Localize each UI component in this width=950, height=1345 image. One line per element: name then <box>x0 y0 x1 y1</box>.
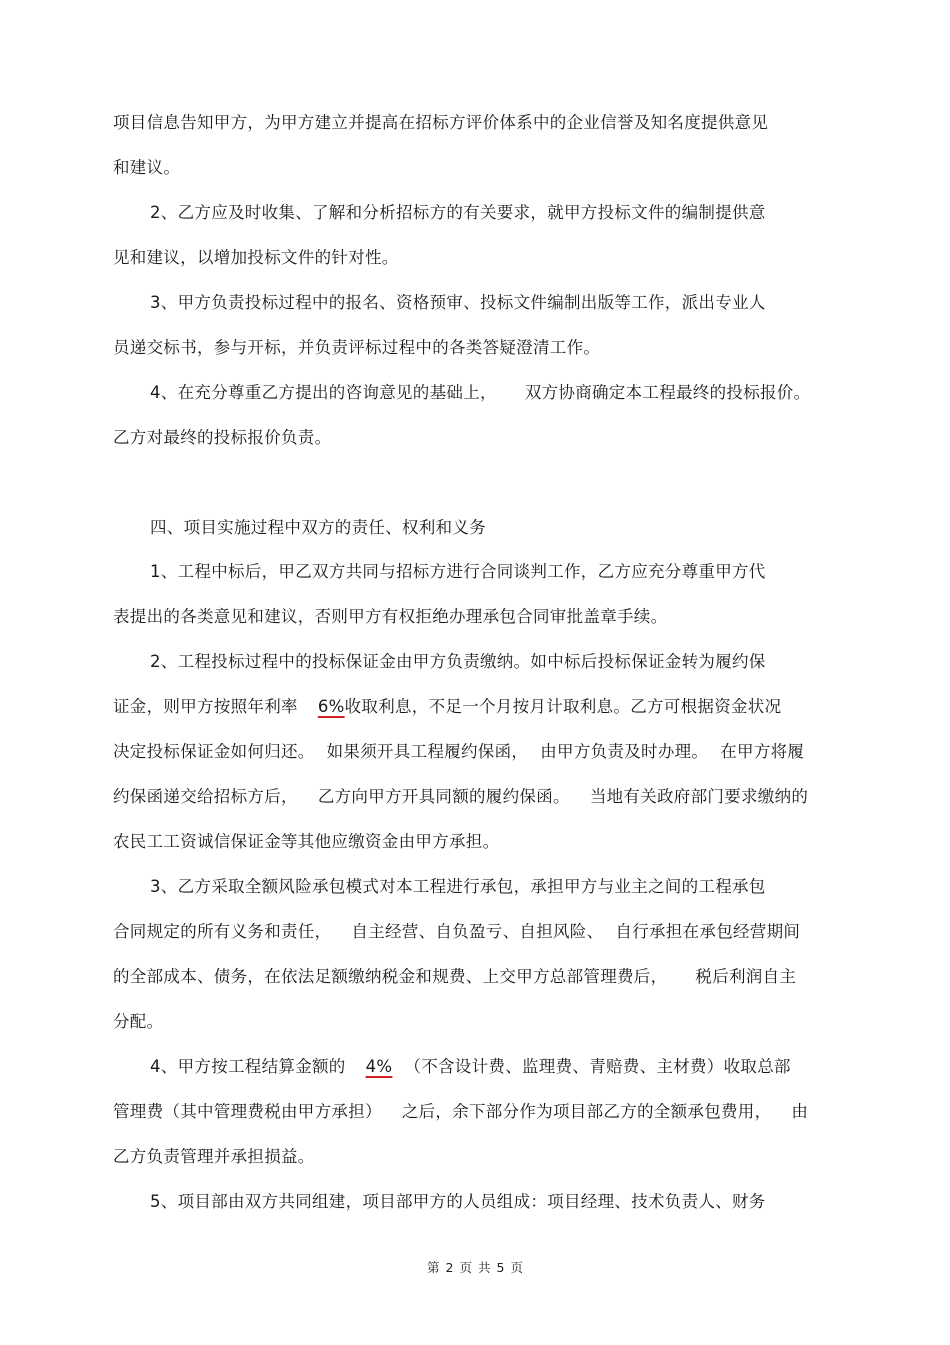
text-segment: 自主经营、自负盈亏、自担风险、 <box>351 922 604 941</box>
text-segment: 的全部成本、债务，在依法足额缴纳税金和规费、上交甲方总部管理费后， <box>113 967 668 986</box>
text-segment: 之后，余下部分作为项目部乙方的全额承包费用， <box>401 1102 772 1121</box>
paragraph-line: 乙方对最终的投标报价负责。 <box>113 428 332 447</box>
footer-label: 共 <box>478 1260 491 1275</box>
section-heading: 四、项目实施过程中双方的责任、权利和义务 <box>150 518 486 537</box>
footer-label: 页 <box>510 1260 523 1275</box>
text-segment: 当地有关政府部门要求缴纳的 <box>589 787 809 806</box>
paragraph-line: 和建议。 <box>113 158 181 177</box>
paragraph-line <box>113 965 796 989</box>
fee-rate-value: 4% <box>365 1057 393 1076</box>
text-segment: 4、甲方按工程结算金额的 <box>150 1057 346 1076</box>
interest-rate-value: 6% <box>317 697 345 716</box>
text-segment: 收取利息，不足一个月按月计取利息。乙方可根据资金状况 <box>344 697 782 716</box>
paragraph-line: 2、乙方应及时收集、了解和分析招标方的有关要求，就甲方投标文件的编制提供意 <box>150 203 766 222</box>
text-segment: 证金，则甲方按照年利率 <box>113 697 298 716</box>
paragraph-line <box>113 740 804 764</box>
paragraph-line <box>113 785 808 809</box>
text-segment: 如果须开具工程履约保函， <box>326 742 529 761</box>
text-segment: 双方协商确定本工程最终的投标报价。 <box>524 383 811 402</box>
text-segment: 由 <box>791 1102 809 1121</box>
paragraph-line: 见和建议，以增加投标文件的针对性。 <box>113 248 399 267</box>
text-segment: 管理费（其中管理费税由甲方承担） <box>113 1102 382 1121</box>
paragraph-line: 2、工程投标过程中的投标保证金由甲方负责缴纳。如中标后投标保证金转为履约保 <box>150 652 766 671</box>
text-segment: 自行承担在承包经营期间 <box>615 922 801 941</box>
paragraph-line: 农民工工资诚信保证金等其他应缴资金由甲方承担。 <box>113 832 500 851</box>
text-segment: 合同规定的所有义务和责任， <box>113 922 332 941</box>
paragraph-line: 员递交标书，参与开标，并负责评标过程中的各类答疑澄清工作。 <box>113 338 601 357</box>
paragraph-line: 表提出的各类意见和建议，否则甲方有权拒绝办理承包合同审批盖章手续。 <box>113 607 668 626</box>
paragraph-line: 项目信息告知甲方，为甲方建立并提高在招标方评价体系中的企业信誉及知名度提供意见 <box>113 113 769 132</box>
text-segment: 税后利润自主 <box>695 967 797 986</box>
paragraph-line: 乙方负责管理并承担损益。 <box>113 1147 315 1166</box>
paragraph-line: 1、工程中标后，甲乙双方共同与招标方进行合同谈判工作，乙方应充分尊重甲方代 <box>150 562 766 581</box>
text-segment: 乙方向甲方开具同额的履约保函。 <box>317 787 570 806</box>
paragraph-line <box>113 920 800 944</box>
text-segment: （不含设计费、监理费、青赔费、主材费）收取总部 <box>404 1057 791 1076</box>
paragraph-line: 3、甲方负责投标过程中的报名、资格预审、投标文件编制出版等工作，派出专业人 <box>150 293 766 312</box>
paragraph-line: 5、项目部由双方共同组建，项目部甲方的人员组成：项目经理、技术负责人、财务 <box>150 1192 766 1211</box>
paragraph-line <box>113 1100 808 1124</box>
page-footer <box>0 1259 950 1277</box>
text-segment: 由甲方负责及时办理。 <box>540 742 709 761</box>
paragraph-line: 3、乙方采取全额风险承包模式对本工程进行承包，承担甲方与业主之间的工程承包 <box>150 877 766 896</box>
text-segment: 4、在充分尊重乙方提出的咨询意见的基础上， <box>150 383 497 402</box>
paragraph-line: 分配。 <box>113 1012 164 1031</box>
current-page-number: 2 <box>445 1260 454 1275</box>
total-page-number: 5 <box>496 1260 505 1275</box>
footer-label: 第 <box>427 1260 440 1275</box>
text-segment: 在甲方将履 <box>720 742 805 761</box>
text-segment: 约保函递交给招标方后， <box>113 787 298 806</box>
footer-label: 页 <box>459 1260 472 1275</box>
paragraph-line <box>150 1055 791 1079</box>
paragraph-line <box>113 695 781 719</box>
text-segment: 决定投标保证金如何归还。 <box>113 742 315 761</box>
paragraph-line <box>150 381 810 405</box>
